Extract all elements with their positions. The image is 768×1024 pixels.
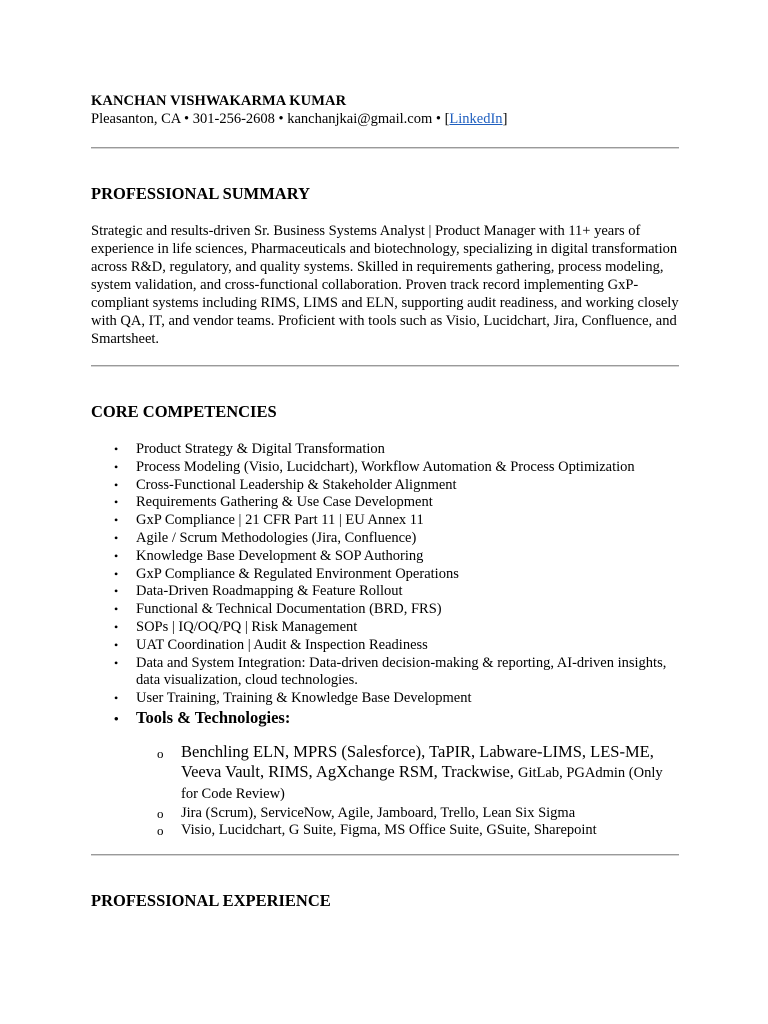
tools-list	[91, 742, 679, 840]
experience-heading: PROFESSIONAL EXPERIENCE	[91, 891, 331, 910]
bullet-icon: •	[114, 602, 119, 617]
list-item	[91, 655, 679, 691]
tools-line-large: Benchling ELN, MPRS (Salesforce), TaPIR, Labware-LIMS, LES-ME, Veeva Vault, RIMS, AgXchange RSM, Trackwise,	[181, 742, 654, 781]
bullet-icon: •	[114, 691, 119, 706]
bullet-icon: •	[114, 548, 119, 563]
bullet-icon: •	[114, 459, 119, 474]
contact-details: Pleasanton, CA • 301-256-2608 • kanchanjkai@gmail.com • [	[91, 111, 450, 127]
bullet-icon: •	[114, 710, 119, 726]
bullet-icon: •	[114, 442, 119, 456]
bullet-icon: •	[114, 655, 119, 670]
list-item	[91, 637, 679, 655]
tools-line-small: GitLab, PGAdmin (Only for Code Review)	[181, 764, 663, 802]
competencies-list	[91, 441, 679, 728]
list-item	[91, 583, 679, 601]
list-item	[91, 566, 679, 584]
list-item	[91, 548, 679, 566]
bullet-icon: •	[114, 619, 119, 634]
section-divider	[91, 365, 679, 367]
list-item-text: GxP Compliance & Regulated Environment Operations	[136, 565, 459, 582]
tools-list-item	[91, 742, 679, 805]
list-item-text: Process Modeling (Visio, Lucidchart), Workflow Automation & Process Optimization	[136, 458, 635, 475]
bullet-icon: •	[114, 530, 119, 545]
list-item	[91, 530, 679, 548]
list-item	[91, 459, 679, 477]
list-item-text: Data and System Integration: Data-driven decision-making & reporting, AI-driven insights, data visualization, cloud technologies.	[136, 654, 667, 689]
list-item	[91, 619, 679, 637]
circle-bullet-icon: o	[157, 823, 164, 839]
tools-heading: Tools & Technologies:	[136, 707, 291, 727]
list-item	[91, 512, 679, 530]
bullet-icon: •	[114, 637, 119, 652]
contact-line	[91, 111, 507, 128]
list-item	[91, 690, 679, 708]
list-item-text: Knowledge Base Development & SOP Authoring	[136, 547, 424, 564]
list-item	[91, 494, 679, 512]
section-divider	[91, 147, 679, 149]
list-item-text: GxP Compliance | 21 CFR Part 11 | EU Annex 11	[136, 512, 424, 529]
list-item	[91, 477, 679, 495]
bullet-icon: •	[114, 495, 119, 510]
list-item-text: Functional & Technical Documentation (BRD, FRS)	[136, 601, 442, 618]
list-item-text: User Training, Training & Knowledge Base Development	[136, 690, 472, 707]
tools-list-item	[91, 805, 679, 823]
summary-heading: PROFESSIONAL SUMMARY	[91, 184, 310, 203]
list-item-text: Requirements Gathering & Use Case Development	[136, 494, 433, 511]
bullet-icon: •	[114, 584, 119, 599]
bullet-icon: •	[114, 477, 119, 492]
competencies-heading: CORE COMPETENCIES	[91, 402, 277, 421]
tools-line: Visio, Lucidchart, G Suite, Figma, MS Office Suite, GSuite, Sharepoint	[181, 822, 597, 839]
section-divider	[91, 854, 679, 856]
linkedin-link[interactable]: LinkedIn	[449, 111, 503, 127]
list-item	[91, 441, 679, 459]
tools-list-item	[91, 822, 679, 840]
list-item-text: Agile / Scrum Methodologies (Jira, Confluence)	[136, 529, 417, 546]
list-item-text: UAT Coordination | Audit & Inspection Readiness	[136, 636, 428, 653]
contact-bracket-close: ]	[502, 111, 508, 127]
circle-bullet-icon: o	[157, 805, 164, 821]
list-item-text: Data-Driven Roadmapping & Feature Rollout	[136, 583, 403, 600]
tools-heading-item	[91, 708, 679, 728]
tools-line: Jira (Scrum), ServiceNow, Agile, Jamboard, Trello, Lean Six Sigma	[181, 804, 576, 821]
summary-paragraph: Strategic and results-driven Sr. Business Systems Analyst | Product Manager with 11+ years of experience in life sciences, Pharmaceuticals and biotechnology, specializing in digital transformation across R&D, regulatory, and quality systems. Skilled in requirements gathering, process modeling, system validation, and cross-functional collaboration. Proven track record implementing GxP-compliant systems including RIMS, LIMS and ELN, supporting audit readiness, and working closely with QA, IT, and vendor teams. Proficient with tools such as Visio, Lucidchart, Jira, Confluence, and Smartsheet.	[91, 223, 679, 347]
circle-bullet-icon: o	[157, 746, 164, 761]
list-item-text: SOPs | IQ/OQ/PQ | Risk Management	[136, 618, 358, 635]
list-item-text: Product Strategy & Digital Transformation	[136, 441, 385, 457]
bullet-icon: •	[114, 566, 119, 581]
bullet-icon: •	[114, 513, 119, 528]
list-item-text: Cross-Functional Leadership & Stakeholder Alignment	[136, 476, 457, 493]
list-item	[91, 601, 679, 619]
candidate-name: KANCHAN VISHWAKARMA KUMAR	[91, 93, 347, 109]
